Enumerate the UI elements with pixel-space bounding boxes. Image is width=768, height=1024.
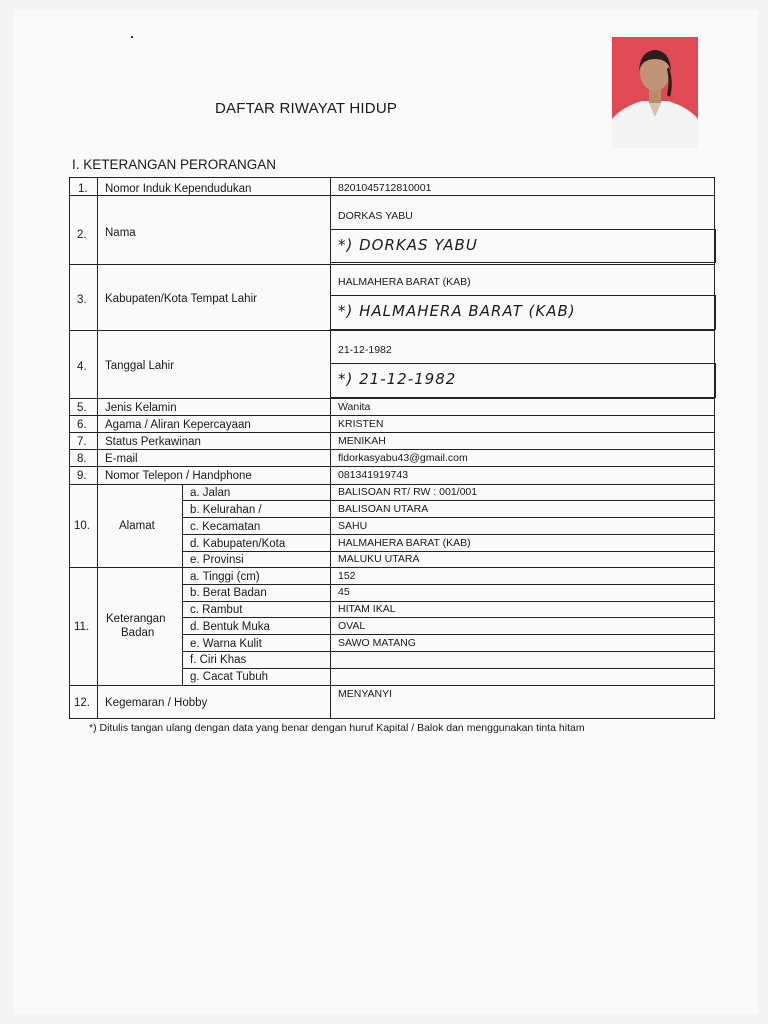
sublabel-distinguishing-marks: f. Ciri Khas [190, 654, 247, 666]
row-number: 6. [77, 419, 87, 431]
label-birthdate: Tanggal Lahir [105, 360, 175, 372]
subrow-divider [182, 551, 715, 552]
label-gender: Jenis Kelamin [105, 402, 177, 414]
value-hair: HITAM IKAL [338, 603, 396, 615]
section-heading: I. KETERANGAN PERORANGAN [72, 157, 277, 172]
value-nik: 8201045712810001 [338, 182, 432, 194]
speck [131, 36, 133, 38]
subrow-divider [182, 668, 715, 669]
sublabel-skin-color: e. Warna Kulit [190, 638, 262, 650]
value-province: MALUKU UTARA [338, 553, 420, 565]
value-birthdate: 21-12-1982 [338, 344, 392, 356]
sublabel-weight: b. Berat Badan [190, 587, 267, 599]
label-address: Alamat [119, 520, 155, 532]
sublabel-province: e. Provinsi [190, 554, 244, 566]
label-birthplace: Kabupaten/Kota Tempat Lahir [105, 293, 257, 305]
row-divider [69, 567, 715, 568]
handwritten-birthdate: *) 21-12-1982 [338, 370, 457, 388]
row-number: 2. [77, 229, 87, 241]
subrow-divider [182, 601, 715, 602]
row-divider [69, 466, 715, 467]
row-number: 8. [77, 453, 87, 465]
value-birthplace: HALMAHERA BARAT (KAB) [338, 276, 471, 288]
label-hobby: Kegemaran / Hobby [105, 697, 208, 709]
row-divider [69, 449, 715, 450]
person-photo-icon [612, 37, 698, 148]
value-religion: KRISTEN [338, 418, 384, 430]
row-number: 4. [77, 361, 87, 373]
subrow-divider [182, 651, 715, 652]
row-number: 7. [77, 436, 87, 448]
document-title: DAFTAR RIWAYAT HIDUP [215, 100, 398, 117]
value-regency: HALMAHERA BARAT (KAB) [338, 537, 471, 549]
value-district: SAHU [338, 520, 368, 532]
row-divider [69, 398, 715, 399]
row-divider [69, 415, 715, 416]
row-number: 1. [78, 183, 88, 195]
row-number: 9. [77, 470, 87, 482]
sublabel-street: a. Jalan [190, 487, 231, 499]
value-phone: 081341919743 [338, 469, 409, 481]
label-religion: Agama / Aliran Kepercayaan [105, 419, 251, 431]
row-divider [69, 432, 715, 433]
label-body-info-line2: Badan [121, 627, 155, 639]
row-number: 10. [74, 520, 90, 532]
handwritten-name: *) DORKAS YABU [338, 236, 478, 254]
subrow-divider [182, 517, 715, 518]
value-marital-status: MENIKAH [338, 435, 386, 447]
value-email: fldorkasyabu43@gmail.com [338, 452, 468, 464]
sublabel-regency: d. Kabupaten/Kota [190, 538, 286, 550]
value-height: 152 [338, 570, 356, 582]
subrow-divider [182, 534, 715, 535]
label-marital-status: Status Perkawinan [105, 436, 201, 448]
sublabel-hair: c. Rambut [190, 604, 243, 616]
row-number: 3. [77, 294, 87, 306]
row-number: 11. [74, 621, 90, 633]
sublabel-face-shape: d. Bentuk Muka [190, 621, 270, 633]
handwritten-birthplace: *) HALMAHERA BARAT (KAB) [338, 302, 576, 320]
col-divider-number [97, 177, 98, 719]
label-phone: Nomor Telepon / Handphone [105, 470, 252, 482]
label-body-info: Keterangan [106, 613, 166, 625]
value-name: DORKAS YABU [338, 210, 413, 222]
sublabel-height: a. Tinggi (cm) [190, 571, 260, 583]
value-hobby: MENYANYI [338, 688, 393, 700]
subrow-divider [182, 584, 715, 585]
subrow-divider [182, 500, 715, 501]
value-gender: Wanita [338, 401, 371, 413]
profile-photo [612, 37, 698, 148]
sublabel-village: b. Kelurahan / [190, 504, 262, 516]
row-divider [69, 264, 715, 265]
sublabel-district: c. Kecamatan [190, 521, 261, 533]
subrow-divider [182, 617, 715, 618]
value-village: BALISOAN UTARA [338, 503, 429, 515]
value-weight: 45 [338, 586, 350, 598]
value-skin-color: SAWO MATANG [338, 637, 416, 649]
label-nik: Nomor Induk Kependudukan [105, 183, 252, 195]
label-name: Nama [105, 227, 136, 239]
row-number: 12. [74, 697, 90, 709]
value-street: BALISOAN RT/ RW : 001/001 [338, 486, 478, 498]
row-number: 5. [77, 402, 87, 414]
row-divider [69, 330, 715, 331]
row-divider [69, 685, 715, 686]
footnote: *) Ditulis tangan ulang dengan data yang benar dengan huruf Kapital / Balok dan menggunakan tinta hitam [89, 722, 585, 734]
label-email: E-mail [105, 453, 138, 465]
value-face-shape: OVAL [338, 620, 366, 632]
sublabel-disability: g. Cacat Tubuh [190, 671, 268, 683]
subrow-divider [182, 634, 715, 635]
